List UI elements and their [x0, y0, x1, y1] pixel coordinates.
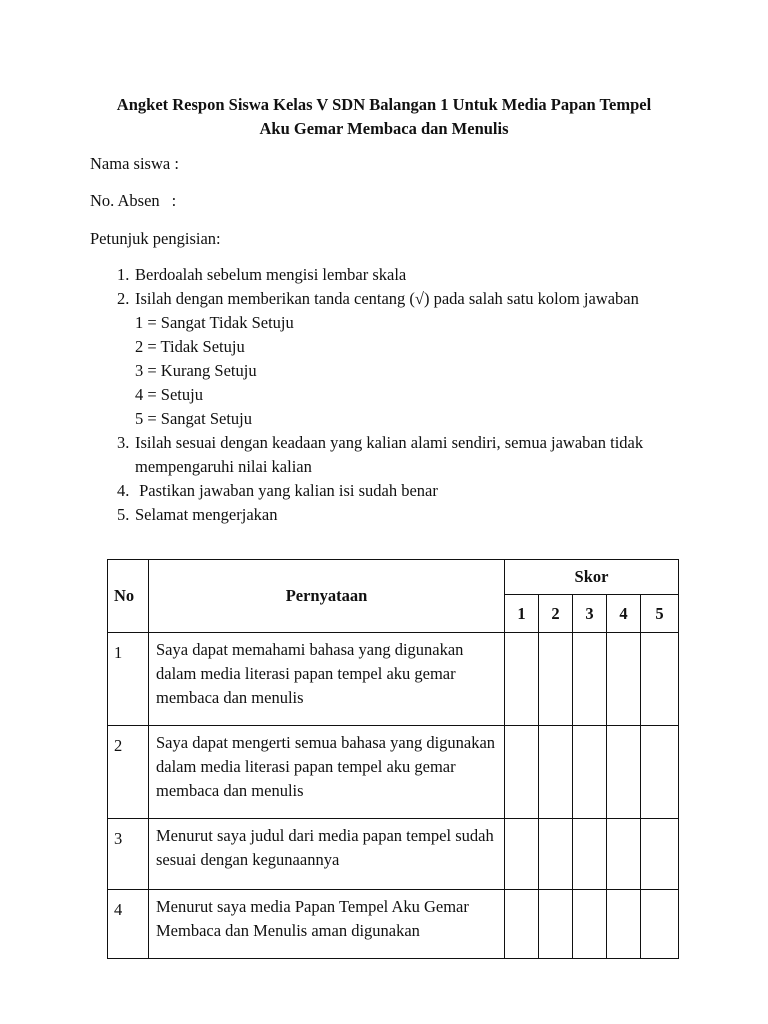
instruction-item: 1. Berdoalah sebelum mengisi lembar skala	[117, 265, 407, 284]
document-title-line-2: Aku Gemar Membaca dan Menulis	[259, 119, 509, 138]
score-cell-3[interactable]	[573, 819, 607, 890]
score-cell-3[interactable]	[573, 890, 607, 959]
score-cell-4[interactable]	[607, 890, 641, 959]
instruction-item: 5. Selamat mengerjakan	[117, 505, 278, 524]
header-skor: Skor	[505, 560, 679, 595]
score-cell-3[interactable]	[573, 726, 607, 819]
table-row	[108, 633, 679, 726]
score-table	[107, 559, 679, 959]
scale-item: 4 = Setuju	[135, 385, 203, 404]
table-row	[108, 726, 679, 819]
document-title-line-1: Angket Respon Siswa Kelas V SDN Balangan 1 Untuk Media Papan Tempel	[116, 95, 652, 114]
score-cell-1[interactable]	[505, 819, 539, 890]
score-cell-5[interactable]	[641, 726, 679, 819]
header-skor-3: 3	[573, 595, 607, 633]
score-cell-4[interactable]	[607, 819, 641, 890]
header-skor-4: 4	[607, 595, 641, 633]
row-statement: Saya dapat memahami bahasa yang digunakan dalam media literasi papan tempel aku gemar membaca dan menulis	[149, 633, 505, 726]
scale-item: 2 = Tidak Setuju	[135, 337, 245, 356]
row-number: 2	[108, 726, 149, 819]
row-statement: Menurut saya judul dari media papan tempel sudah sesuai dengan kegunaannya	[149, 819, 505, 890]
score-cell-2[interactable]	[539, 890, 573, 959]
score-cell-2[interactable]	[539, 726, 573, 819]
instruction-item: 4. Pastikan jawaban yang kalian isi sudah benar	[117, 481, 438, 500]
row-number: 3	[108, 819, 149, 890]
row-statement: Saya dapat mengerti semua bahasa yang digunakan dalam media literasi papan tempel aku gemar membaca dan menulis	[149, 726, 505, 819]
score-cell-1[interactable]	[505, 890, 539, 959]
row-statement: Menurut saya media Papan Tempel Aku Gemar Membaca dan Menulis aman digunakan	[149, 890, 505, 959]
no-absen-field	[90, 190, 176, 212]
header-pernyataan: Pernyataan	[149, 560, 505, 633]
score-cell-4[interactable]	[607, 726, 641, 819]
petunjuk-label: Petunjuk pengisian:	[90, 229, 221, 248]
header-skor-2: 2	[539, 595, 573, 633]
score-cell-2[interactable]	[539, 819, 573, 890]
score-cell-5[interactable]	[641, 890, 679, 959]
instruction-item: 2. Isilah dengan memberikan tanda centang (√) pada salah satu kolom jawaban	[117, 289, 639, 308]
score-cell-4[interactable]	[607, 633, 641, 726]
scale-item: 5 = Sangat Setuju	[135, 409, 253, 428]
row-number: 4	[108, 890, 149, 959]
scale-item: 3 = Kurang Setuju	[135, 361, 257, 380]
instruction-continuation: mempengaruhi nilai kalian	[135, 457, 312, 476]
score-cell-1[interactable]	[505, 726, 539, 819]
scale-item: 1 = Sangat Tidak Setuju	[135, 313, 294, 332]
table-row	[108, 819, 679, 890]
header-skor-5: 5	[641, 595, 679, 633]
score-cell-5[interactable]	[641, 633, 679, 726]
score-cell-1[interactable]	[505, 633, 539, 726]
score-cell-2[interactable]	[539, 633, 573, 726]
no-absen-separator: :	[171, 191, 177, 210]
score-cell-3[interactable]	[573, 633, 607, 726]
header-skor-1: 1	[505, 595, 539, 633]
table-row	[108, 890, 679, 959]
header-no: No	[108, 560, 149, 633]
score-cell-5[interactable]	[641, 819, 679, 890]
instruction-item: 3. Isilah sesuai dengan keadaan yang kalian alami sendiri, semua jawaban tidak	[117, 433, 644, 452]
nama-siswa-label: Nama siswa :	[90, 154, 179, 173]
row-number: 1	[108, 633, 149, 726]
no-absen-label: No. Absen	[90, 191, 160, 210]
